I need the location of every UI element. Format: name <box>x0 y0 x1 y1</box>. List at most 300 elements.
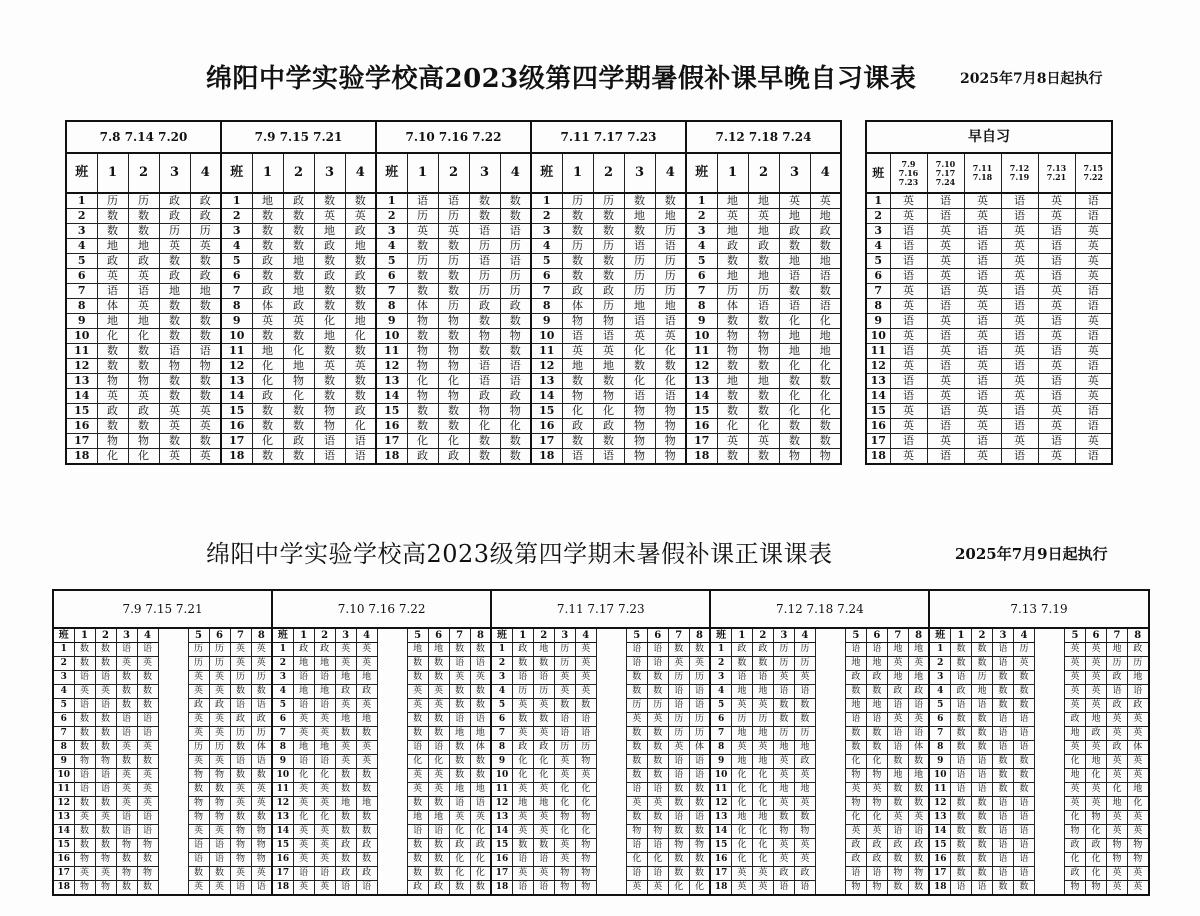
subject-cell: 数 <box>689 853 710 867</box>
regular-effective-date: 2025年7月9日起执行 <box>955 545 1108 563</box>
subject-cell: 英 <box>209 755 230 769</box>
subject-cell: 数 <box>469 209 500 224</box>
lunch-gap <box>596 769 626 783</box>
subject-cell: 数 <box>137 671 158 685</box>
subject-cell: 化 <box>1064 755 1085 769</box>
subject-cell: 英 <box>908 811 929 825</box>
table-row <box>66 329 841 344</box>
table-row <box>53 769 1149 783</box>
lunch-gap <box>596 628 626 643</box>
subject-cell: 物 <box>655 419 686 434</box>
lunch-gap <box>815 643 845 657</box>
subject-cell: 历 <box>971 671 992 685</box>
subject-cell: 英 <box>1127 713 1148 727</box>
subject-cell: 英 <box>188 671 209 685</box>
table-row <box>66 434 841 449</box>
date-column-header: 7.15 7.22 <box>1075 153 1112 193</box>
subject-cell: 语 <box>1075 329 1112 344</box>
subject-cell: 语 <box>470 797 491 811</box>
subject-cell: 地 <box>810 254 841 269</box>
lunch-gap <box>815 867 845 881</box>
lunch-gap <box>596 685 626 699</box>
subject-cell: 地 <box>1064 727 1085 741</box>
subject-cell: 物 <box>230 839 251 853</box>
subject-cell: 数 <box>562 209 593 224</box>
subject-cell: 语 <box>95 783 116 797</box>
subject-cell: 英 <box>1001 374 1038 389</box>
class-number: 10 <box>376 329 407 344</box>
subject-cell: 语 <box>554 727 575 741</box>
subject-cell: 英 <box>314 797 335 811</box>
table-row <box>53 727 1149 741</box>
subject-cell: 物 <box>188 769 209 783</box>
subject-cell: 英 <box>533 825 554 839</box>
class-number: 11 <box>929 783 950 797</box>
subject-cell: 语 <box>992 867 1013 881</box>
subject-cell: 地 <box>314 329 345 344</box>
class-number: 5 <box>221 254 252 269</box>
subject-cell: 数 <box>74 657 95 671</box>
subject-cell: 物 <box>438 359 469 374</box>
subject-cell: 数 <box>159 254 190 269</box>
subject-cell: 数 <box>1013 671 1034 685</box>
subject-cell: 英 <box>356 699 377 713</box>
subject-cell: 语 <box>1001 419 1038 434</box>
subject-cell: 英 <box>1064 685 1085 699</box>
period-header: 4 <box>575 628 596 643</box>
subject-cell: 英 <box>866 783 887 797</box>
subject-cell: 数 <box>500 193 531 209</box>
subject-cell: 数 <box>159 434 190 449</box>
subject-cell: 语 <box>992 825 1013 839</box>
subject-cell: 英 <box>283 314 314 329</box>
subject-cell: 英 <box>356 657 377 671</box>
subject-cell: 英 <box>1106 881 1127 896</box>
subject-cell: 英 <box>794 671 815 685</box>
period-header: 7 <box>449 628 470 643</box>
subject-cell: 历 <box>407 209 438 224</box>
period-header: 3 <box>335 628 356 643</box>
class-number: 15 <box>272 839 293 853</box>
class-number: 16 <box>272 853 293 867</box>
lunch-gap <box>815 881 845 896</box>
subject-cell: 化 <box>1085 769 1106 783</box>
subject-cell: 英 <box>1127 881 1148 896</box>
subject-cell: 语 <box>314 671 335 685</box>
subject-cell: 地 <box>293 685 314 699</box>
subject-cell: 化 <box>866 811 887 825</box>
subject-cell: 数 <box>810 239 841 254</box>
subject-cell: 数 <box>469 193 500 209</box>
subject-cell: 语 <box>845 713 866 727</box>
class-number: 6 <box>53 713 74 727</box>
lunch-gap <box>1034 628 1064 643</box>
subject-cell: 化 <box>97 449 128 465</box>
subject-cell: 化 <box>689 881 710 896</box>
subject-cell: 英 <box>890 193 927 209</box>
subject-cell: 语 <box>927 329 964 344</box>
subject-cell: 语 <box>335 881 356 896</box>
subject-cell: 化 <box>752 783 773 797</box>
subject-cell: 政 <box>1106 671 1127 685</box>
subject-cell: 英 <box>190 239 221 254</box>
subject-cell: 英 <box>512 727 533 741</box>
table-row <box>53 825 1149 839</box>
subject-cell: 语 <box>992 713 1013 727</box>
class-column-header: 班 <box>929 628 950 643</box>
subject-cell: 化 <box>845 755 866 769</box>
lunch-gap <box>377 867 407 881</box>
subject-cell: 政 <box>794 755 815 769</box>
class-number: 17 <box>686 434 717 449</box>
lunch-gap <box>158 853 188 867</box>
subject-cell: 数 <box>190 329 221 344</box>
subject-cell: 英 <box>533 699 554 713</box>
subject-cell: 数 <box>314 344 345 359</box>
subject-cell: 物 <box>407 389 438 404</box>
class-number: 6 <box>686 269 717 284</box>
subject-cell: 语 <box>626 839 647 853</box>
class-number: 16 <box>686 419 717 434</box>
subject-cell: 历 <box>188 657 209 671</box>
subject-cell: 数 <box>356 811 377 825</box>
lunch-gap <box>158 755 188 769</box>
subject-cell: 物 <box>845 797 866 811</box>
subject-cell: 历 <box>438 209 469 224</box>
subject-cell: 数 <box>773 713 794 727</box>
date-group-header: 7.10 7.16 7.22 <box>376 121 531 153</box>
class-number: 7 <box>66 284 97 299</box>
subject-cell: 英 <box>1038 419 1075 434</box>
period-header: 6 <box>209 628 230 643</box>
subject-cell: 数 <box>779 419 810 434</box>
subject-cell: 数 <box>345 374 376 389</box>
subject-cell: 语 <box>964 269 1001 284</box>
class-number: 18 <box>929 881 950 896</box>
subject-cell: 数 <box>345 389 376 404</box>
subject-cell: 数 <box>252 209 283 224</box>
subject-cell: 化 <box>533 769 554 783</box>
lunch-gap <box>377 797 407 811</box>
subject-cell: 历 <box>1106 657 1127 671</box>
subject-cell: 语 <box>964 224 1001 239</box>
subject-cell: 化 <box>655 374 686 389</box>
subject-cell: 数 <box>512 713 533 727</box>
period-header: 8 <box>689 628 710 643</box>
subject-cell: 化 <box>283 389 314 404</box>
subject-cell: 英 <box>293 881 314 896</box>
subject-cell: 化 <box>752 825 773 839</box>
period-header: 4 <box>356 628 377 643</box>
subject-cell: 数 <box>407 671 428 685</box>
date-group-header: 7.11 7.17 7.23 <box>531 121 686 153</box>
subject-cell: 数 <box>810 434 841 449</box>
subject-cell: 语 <box>190 344 221 359</box>
class-number: 1 <box>710 643 731 657</box>
subject-cell: 数 <box>971 643 992 657</box>
subject-cell: 数 <box>689 783 710 797</box>
subject-cell: 英 <box>887 657 908 671</box>
subject-cell: 历 <box>209 657 230 671</box>
subject-cell: 数 <box>992 685 1013 699</box>
class-number: 11 <box>53 783 74 797</box>
subject-cell: 数 <box>251 811 272 825</box>
subject-cell: 数 <box>407 657 428 671</box>
class-number: 16 <box>221 419 252 434</box>
subject-cell: 物 <box>655 404 686 419</box>
lunch-gap <box>158 699 188 713</box>
subject-cell: 英 <box>554 853 575 867</box>
subject-cell: 英 <box>890 329 927 344</box>
subject-cell: 地 <box>128 239 159 254</box>
subject-cell: 数 <box>500 209 531 224</box>
subject-cell: 化 <box>810 359 841 374</box>
subject-cell: 数 <box>626 685 647 699</box>
class-number: 17 <box>272 867 293 881</box>
subject-cell: 数 <box>251 685 272 699</box>
table-row <box>866 404 1112 419</box>
subject-cell: 地 <box>752 727 773 741</box>
subject-cell: 历 <box>655 284 686 299</box>
subject-cell: 英 <box>293 825 314 839</box>
subject-cell: 物 <box>137 867 158 881</box>
subject-cell: 物 <box>209 769 230 783</box>
subject-cell: 数 <box>190 299 221 314</box>
subject-cell: 政 <box>500 299 531 314</box>
subject-cell: 政 <box>128 404 159 419</box>
subject-cell: 英 <box>314 839 335 853</box>
subject-cell: 英 <box>964 209 1001 224</box>
subject-cell: 地 <box>428 643 449 657</box>
subject-cell: 化 <box>1127 797 1148 811</box>
subject-cell: 数 <box>810 284 841 299</box>
subject-cell: 英 <box>1075 239 1112 254</box>
subject-cell: 语 <box>1075 419 1112 434</box>
subject-cell: 英 <box>407 224 438 239</box>
date-group-header: 7.10 7.16 7.22 <box>272 590 491 628</box>
lunch-gap <box>158 797 188 811</box>
subject-cell: 英 <box>964 404 1001 419</box>
subject-cell: 语 <box>890 224 927 239</box>
subject-cell: 英 <box>116 741 137 755</box>
subject-cell: 地 <box>810 329 841 344</box>
subject-cell: 英 <box>356 643 377 657</box>
lunch-gap <box>596 713 626 727</box>
subject-cell: 语 <box>293 671 314 685</box>
subject-cell: 语 <box>647 643 668 657</box>
subject-cell: 英 <box>137 797 158 811</box>
subject-cell: 化 <box>624 344 655 359</box>
date-group-header: 7.9 7.15 7.21 <box>53 590 272 628</box>
subject-cell: 化 <box>810 404 841 419</box>
subject-cell: 化 <box>470 853 491 867</box>
subject-cell: 数 <box>810 374 841 389</box>
subject-cell: 化 <box>752 853 773 867</box>
subject-cell: 地 <box>593 359 624 374</box>
lunch-gap <box>377 713 407 727</box>
class-number: 10 <box>531 329 562 344</box>
period-header: 5 <box>188 628 209 643</box>
subject-cell: 物 <box>74 853 95 867</box>
class-number: 3 <box>376 224 407 239</box>
subject-cell: 英 <box>1001 224 1038 239</box>
subject-cell: 物 <box>469 404 500 419</box>
lunch-gap <box>596 671 626 685</box>
subject-cell: 语 <box>964 344 1001 359</box>
subject-cell: 数 <box>562 254 593 269</box>
subject-cell: 历 <box>500 284 531 299</box>
subject-cell: 政 <box>845 671 866 685</box>
class-number: 12 <box>376 359 407 374</box>
subject-cell: 历 <box>655 224 686 239</box>
subject-cell: 语 <box>689 685 710 699</box>
subject-cell: 历 <box>717 284 748 299</box>
subject-cell: 英 <box>554 685 575 699</box>
subject-cell: 化 <box>449 825 470 839</box>
subject-cell: 地 <box>731 685 752 699</box>
class-number: 8 <box>686 299 717 314</box>
subject-cell: 物 <box>137 839 158 853</box>
class-number: 11 <box>866 344 890 359</box>
subject-cell: 语 <box>950 881 971 896</box>
subject-cell: 英 <box>230 867 251 881</box>
lunch-gap <box>596 755 626 769</box>
subject-cell: 数 <box>647 685 668 699</box>
subject-cell: 语 <box>731 671 752 685</box>
subject-cell: 化 <box>345 419 376 434</box>
period-header: 5 <box>1064 628 1085 643</box>
subject-cell: 数 <box>188 783 209 797</box>
class-number: 3 <box>221 224 252 239</box>
class-number: 9 <box>531 314 562 329</box>
subject-cell: 数 <box>116 881 137 896</box>
subject-cell: 英 <box>794 797 815 811</box>
subject-cell: 物 <box>866 769 887 783</box>
subject-cell: 语 <box>137 643 158 657</box>
subject-cell: 语 <box>964 389 1001 404</box>
subject-cell: 语 <box>927 359 964 374</box>
subject-cell: 英 <box>74 811 95 825</box>
subject-cell: 物 <box>689 839 710 853</box>
subject-cell: 历 <box>773 657 794 671</box>
lunch-gap <box>1034 643 1064 657</box>
class-number: 18 <box>491 881 512 896</box>
subject-cell: 语 <box>1013 713 1034 727</box>
subject-cell: 语 <box>779 269 810 284</box>
class-number: 1 <box>221 193 252 209</box>
subject-cell: 语 <box>137 811 158 825</box>
subject-cell: 物 <box>748 329 779 344</box>
subject-cell: 政 <box>469 299 500 314</box>
subject-cell: 语 <box>866 867 887 881</box>
class-number: 2 <box>66 209 97 224</box>
subject-cell: 语 <box>971 769 992 783</box>
subject-cell: 英 <box>95 685 116 699</box>
period-header: 7 <box>230 628 251 643</box>
subject-cell: 英 <box>407 769 428 783</box>
period-header: 8 <box>470 628 491 643</box>
class-number: 11 <box>491 783 512 797</box>
subject-cell: 数 <box>626 811 647 825</box>
subject-cell: 物 <box>1085 881 1106 896</box>
subject-cell: 化 <box>575 783 596 797</box>
subject-cell: 政 <box>512 741 533 755</box>
subject-cell: 数 <box>159 389 190 404</box>
subject-cell: 历 <box>251 727 272 741</box>
subject-cell: 政 <box>428 881 449 896</box>
subject-cell: 物 <box>407 314 438 329</box>
subject-cell: 历 <box>188 741 209 755</box>
class-number: 9 <box>376 314 407 329</box>
subject-cell: 政 <box>950 685 971 699</box>
period-header: 1 <box>252 153 283 193</box>
subject-cell: 英 <box>407 685 428 699</box>
subject-cell: 政 <box>908 839 929 853</box>
subject-cell: 物 <box>314 419 345 434</box>
subject-cell: 英 <box>964 299 1001 314</box>
class-number: 9 <box>221 314 252 329</box>
subject-cell: 英 <box>1064 657 1085 671</box>
subject-cell: 英 <box>1127 867 1148 881</box>
subject-cell: 数 <box>845 741 866 755</box>
class-number: 5 <box>66 254 97 269</box>
subject-cell: 数 <box>74 839 95 853</box>
subject-cell: 英 <box>335 755 356 769</box>
class-number: 1 <box>376 193 407 209</box>
class-column-header: 班 <box>376 153 407 193</box>
class-number: 4 <box>686 239 717 254</box>
subject-cell: 语 <box>230 755 251 769</box>
period-header: 2 <box>283 153 314 193</box>
subject-cell: 数 <box>252 329 283 344</box>
class-number: 15 <box>376 404 407 419</box>
subject-cell: 地 <box>887 769 908 783</box>
subject-cell: 数 <box>971 797 992 811</box>
class-number: 7 <box>272 727 293 741</box>
subject-cell: 英 <box>626 797 647 811</box>
subject-cell: 政 <box>593 284 624 299</box>
subject-cell: 数 <box>190 314 221 329</box>
class-number: 7 <box>376 284 407 299</box>
subject-cell: 地 <box>345 239 376 254</box>
lunch-gap <box>815 713 845 727</box>
subject-cell: 数 <box>470 643 491 657</box>
class-number: 11 <box>66 344 97 359</box>
subject-cell: 数 <box>668 797 689 811</box>
lunch-gap <box>815 685 845 699</box>
class-number: 18 <box>272 881 293 896</box>
subject-cell: 英 <box>1106 713 1127 727</box>
table-row <box>66 269 841 284</box>
evening-grid <box>65 120 842 465</box>
class-number: 17 <box>221 434 252 449</box>
subject-cell: 语 <box>1038 374 1075 389</box>
subject-cell: 英 <box>188 713 209 727</box>
class-number: 13 <box>53 811 74 825</box>
subject-cell: 物 <box>1106 839 1127 853</box>
subject-cell: 数 <box>887 783 908 797</box>
class-number: 12 <box>866 359 890 374</box>
subject-cell: 地 <box>470 727 491 741</box>
subject-cell: 数 <box>95 643 116 657</box>
class-number: 17 <box>491 867 512 881</box>
subject-cell: 历 <box>689 671 710 685</box>
subject-cell: 英 <box>293 797 314 811</box>
subject-cell: 政 <box>1064 867 1085 881</box>
subject-cell: 历 <box>655 269 686 284</box>
subject-cell: 英 <box>209 713 230 727</box>
subject-cell: 语 <box>159 344 190 359</box>
